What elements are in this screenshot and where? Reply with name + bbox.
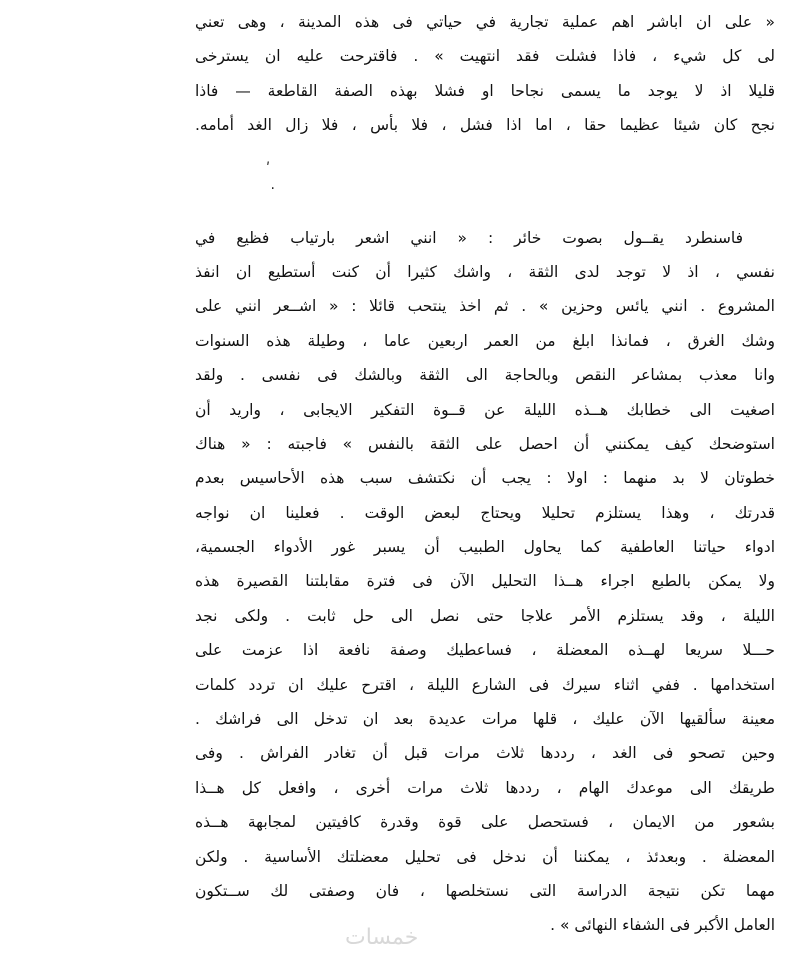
text-line: وانا معذب بمشاعر النقص وبالحاجة الى الثقة وبالشك فى نفسى . ولقد — [195, 366, 775, 385]
text-line: استوضحك كيف يمكنني أن احصل على الثقة بالنفس » فاجبته : « هناك — [195, 434, 775, 453]
text-line: نفسي ، اذ لا توجد لدى الثقة ، واشك كثيرا أن كنت أستطيع ان انفذ — [195, 262, 775, 281]
text-line: الليلة ، وقد يستلزم الأمر علاجا حتى نصل الى حل ثابت . ولكى نجد — [195, 606, 775, 625]
text-line: فاسنطرد يقــول بصوت خائر : « انني اشعر بارتياب فظيع في — [195, 228, 743, 247]
text-line: استخدامها . ففي اثناء سيرك فى الشارع الليلة ، اقترح عليك ان تردد كلمات — [195, 675, 775, 694]
text-line: حـــلا سريعا لهــذه المعضلة ، فساعطيك وصفة نافعة اذا عزمت على — [195, 641, 775, 660]
text-line: العامل الأكبر فى الشفاء النهائى » . — [550, 916, 775, 935]
text-line: اصغيت الى خطابك هــذه الليلة عن قــوة التفكير الايجابى ، واريد أن — [195, 400, 775, 419]
text-line: ولا يمكن بالطبع اجراء هــذا التحليل الآن فى فترة مقابلتنا القصيرة هذه — [195, 572, 775, 591]
text-line: ادواء حياتنا العاطفية كما يحاول الطبيب أن يسبر غور الأدواء الجسمية، — [195, 538, 775, 557]
text-line: المشروع . انني يائس وحزين » . ثم اخذ ينتحب قائلا : « اشــعر انني على — [195, 297, 775, 316]
watermark: خمسات — [345, 925, 419, 950]
text-line: نجح كان شيئا عظيما حقا ، اما اذا فشل ، فلا بأس ، فلا زال الغد أمامه. — [195, 116, 775, 135]
paragraph-gap — [195, 143, 775, 221]
text-line: قدرتك ، وهذا يستلزم تحليلا ويحتاج لبعض الوقت . فعلينا ان نواجه — [195, 503, 775, 522]
text-line: المعضلة . وبعدئذ ، يمكننا أن ندخل فى تحليل معضلتك الأساسية . ولكن — [195, 847, 775, 866]
text-line: « على ان اباشر اهم عملية تجارية في حياتي فى هذه المدينة ، وهى تعني — [195, 13, 775, 31]
text-line: وشك الغرق ، فمانذا ابلغ من العمر اربعين عاما ، وطيلة هذه السنوات — [195, 331, 775, 350]
text-line: معينة سألقيها الآن عليك ، قلها مرات عديدة بعد ان تدخل الى فراشك . — [195, 710, 775, 729]
scan-speck: ʹ — [266, 160, 270, 177]
text-line: لى كل شيء ، فاذا فشلت فقد انتهيت » . فاقترحت عليه ان يسترخى — [195, 47, 775, 66]
text-line: خطوتان لا بد منهما : اولا : يجب أن نكتشف سبب هذه الأحاسيس بعدم — [195, 469, 775, 488]
text-line: قليلا اذ لا يوجد ما يسمى نجاحا او فشلا بهذه الصفة القاطعة — فاذا — [195, 81, 775, 100]
text-line: وحين تصحو فى الغد ، رددها ثلاث مرات قبل أن تغادر الفراش . وفى — [195, 744, 775, 763]
text-line: بشعور من الايمان ، فستحصل على قوة وقدرة كافيتين لمجابهة هــذه — [195, 813, 775, 832]
paragraph-2 — [195, 221, 775, 943]
text-line: مهما تكن نتيجة الدراسة التى نستخلصها ، فان وصفتى لك ســتكون — [195, 881, 775, 900]
text-line: طريقك الى موعدك الهام ، رددها ثلاث مرات أخرى ، وافعل كل هــذا — [195, 778, 775, 797]
document-page — [195, 5, 775, 943]
paragraph-1 — [195, 5, 775, 143]
scan-speck: · — [270, 180, 275, 197]
